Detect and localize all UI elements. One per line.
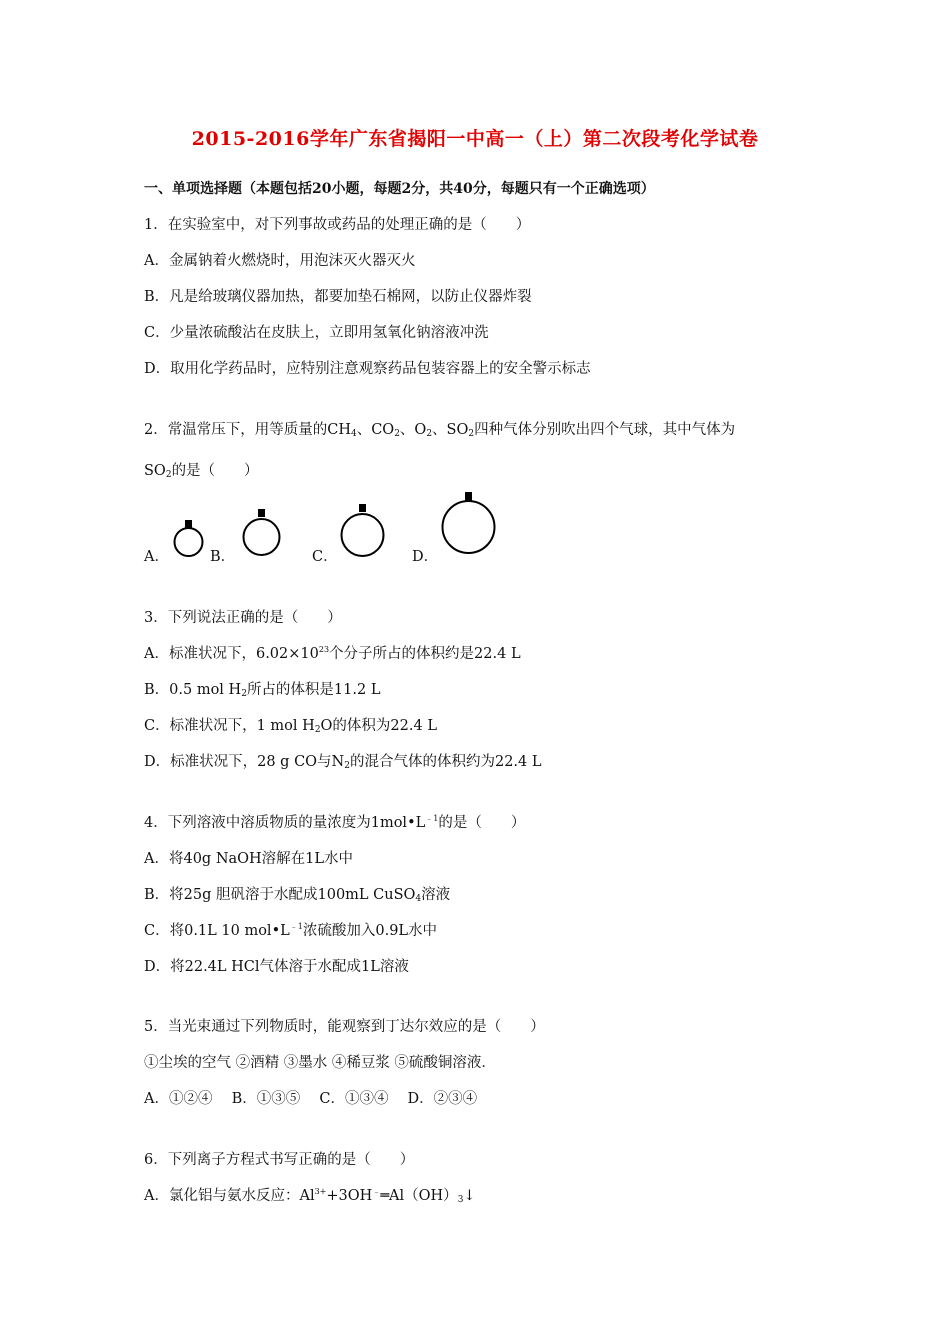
q4-stem: 4．下列溶液中溶质物质的量浓度为$1mol•L^{﹣1}$的是（ ）: [144, 814, 526, 831]
q5-stem: 5．当光束通过下列物质时，能观察到丁达尔效应的是（ ）: [144, 1019, 545, 1035]
q2-option-b-label: B．: [210, 549, 236, 565]
q4-option-b: B．将25g 胆矾溶于水配成100mL CuSO$_4$溶液: [144, 887, 451, 904]
q1-option-c: C．少量浓硫酸沾在皮肤上，立即用氢氧化钠溶液冲洗: [144, 325, 489, 341]
q4-option-c: C．将0.1L 10 $mol•L^{﹣1}$浓硫酸加入0.9L水中: [144, 922, 438, 939]
q4-option-d: D．将22.4L HCl气体溶于水配成1L溶液: [144, 959, 409, 975]
exam-title: 2015-2016学年广东省揭阳一中高一（上）第二次段考化学试卷: [191, 128, 759, 150]
q4-option-a: A．将40g NaOH溶解在1L水中: [144, 851, 354, 867]
balloon-a-icon: [172, 518, 206, 558]
q6-option-a: A．氯化铝与氨水反应：$Al^{3+}+3OH^﹣═Al(OH)_3↓$: [144, 1187, 476, 1205]
balloon-b-icon: [240, 507, 284, 559]
q5-choices: A．①②④ B．①③⑤ C．①③④ D．②③④: [144, 1091, 478, 1107]
q2-option-d-label: D．: [412, 549, 439, 565]
q2-option-c-label: C．: [312, 549, 338, 565]
section-heading: 一、单项选择题（本题包括20小题，每题2分，共40分，每题只有一个正确选项）: [144, 181, 655, 197]
balloon-c-icon: [339, 502, 387, 560]
q1-option-b: B．凡是给玻璃仪器加热，都要加垫石棉网，以防止仪器炸裂: [144, 289, 532, 305]
q3-stem: 3．下列说法正确的是（ ）: [144, 610, 342, 626]
q3-option-b: B．0.5 mol $H_2$所占的体积是11.2 L: [144, 682, 381, 699]
q1-stem: 1．在实验室中，对下列事故或药品的处理正确的是（ ）: [144, 217, 531, 233]
q1-option-d: D．取用化学药品时，应特别注意观察药品包装容器上的安全警示标志: [144, 361, 591, 377]
q6-stem: 6．下列离子方程式书写正确的是（ ）: [144, 1152, 415, 1168]
balloon-d-icon: [440, 490, 498, 562]
q2-option-a-label: A．: [144, 549, 169, 565]
q2-stem-line2: $SO_2$的是（ ）: [144, 463, 259, 480]
q3-option-d: D．标准状况下，28 g CO与$N_2$的混合气体的体积约为22.4 L: [144, 754, 542, 771]
q2-stem-line1: 2．常温常压下，用等质量的$CH_4$、$CO_2$、$O_2$、$SO_2$四种气体分别吹出四个气球，其中气体为: [144, 422, 736, 439]
q5-items: ①尘埃的空气 ②酒精 ③墨水 ④稀豆浆 ⑤硫酸铜溶液．: [144, 1055, 496, 1071]
q1-option-a: A．金属钠着火燃烧时，用泡沫灭火器灭火: [144, 253, 416, 269]
q3-option-a: A．标准状况下，$6.02\times 10^{23}$个分子所占的体积约是22.4 L: [144, 645, 521, 662]
q3-option-c: C．标准状况下，1 mol $H_2O$的体积为22.4 L: [144, 718, 437, 735]
